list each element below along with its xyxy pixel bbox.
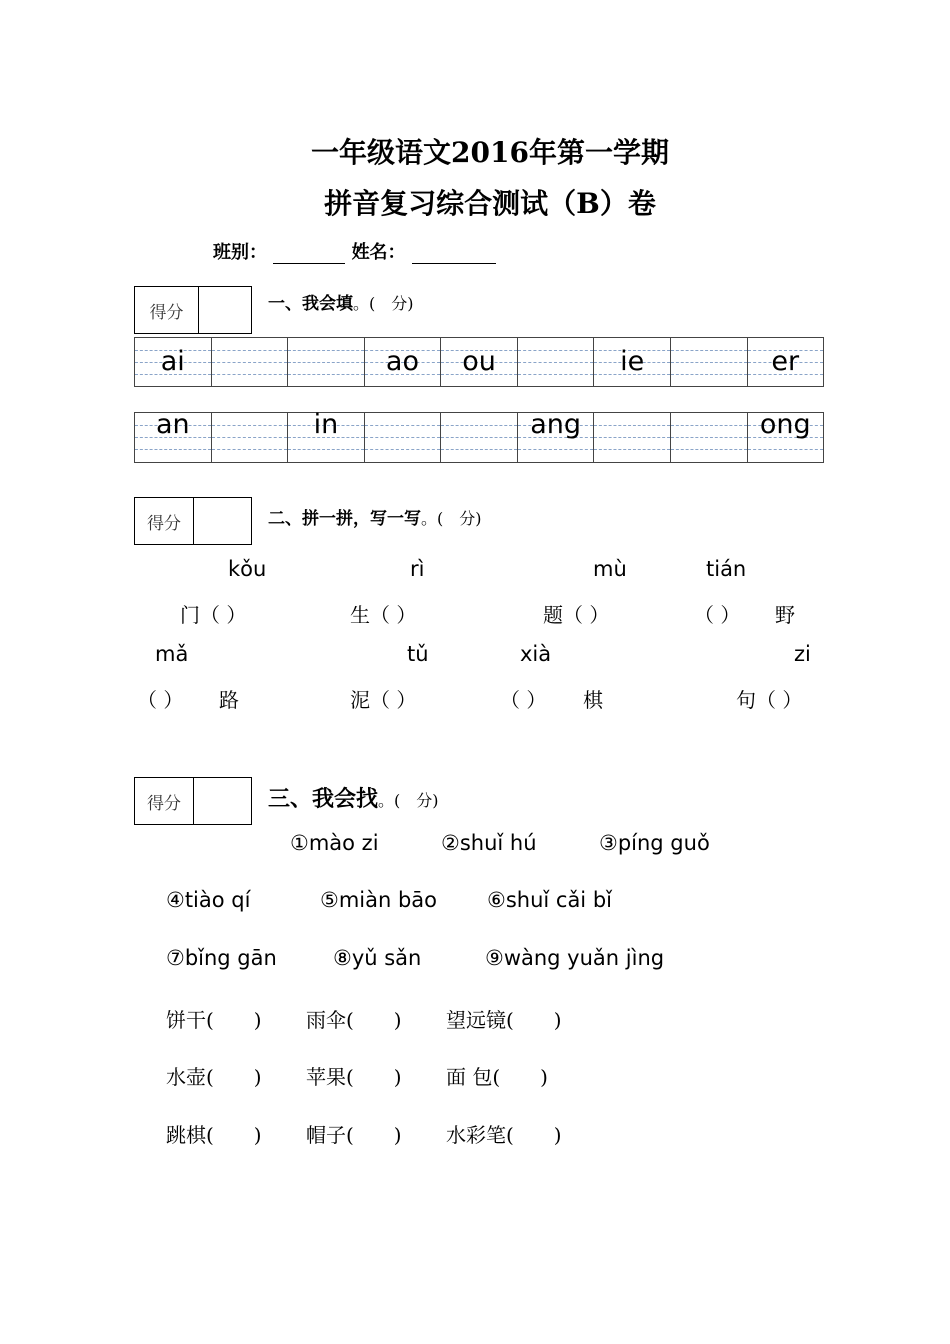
score-field[interactable] bbox=[194, 498, 251, 544]
answer-blank[interactable]: 面 包( ) bbox=[446, 1065, 548, 1089]
char-text: 路 bbox=[219, 688, 239, 712]
option-item: ⑨wàng yuǎn jìng bbox=[485, 946, 665, 970]
name-blank[interactable] bbox=[412, 245, 496, 264]
section2-heading bbox=[268, 504, 482, 529]
pinyin-cell-text: ang bbox=[530, 409, 581, 440]
option-item: ⑦bǐng gān bbox=[166, 946, 277, 970]
answer-blank[interactable]: 帽子( ) bbox=[306, 1123, 402, 1147]
pinyin-word: kǒu bbox=[228, 557, 267, 581]
class-label: 班别： bbox=[213, 242, 267, 263]
score-box-2 bbox=[134, 497, 252, 545]
pinyin-word: rì bbox=[410, 557, 425, 581]
answer-blank[interactable]: 苹果( ) bbox=[306, 1065, 402, 1089]
pinyin-cell[interactable] bbox=[594, 338, 671, 386]
answer-blank[interactable]: 跳棋( ) bbox=[166, 1123, 262, 1147]
char-blank[interactable]: 门（ ） bbox=[180, 603, 247, 627]
answer-blank[interactable]: 饼干( ) bbox=[166, 1008, 262, 1032]
pinyin-cell[interactable] bbox=[135, 338, 212, 386]
pinyin-grid-row1 bbox=[134, 337, 824, 387]
section2-heading-text: 二、拼一拼，写一写 bbox=[268, 509, 421, 529]
pinyin-cell[interactable] bbox=[594, 413, 671, 462]
pinyin-cell[interactable] bbox=[518, 409, 595, 462]
score-label: 得分 bbox=[135, 498, 194, 544]
option-item: ①mào zi bbox=[290, 831, 379, 855]
pinyin-cell[interactable] bbox=[365, 413, 442, 462]
char-blank[interactable]: （ ） bbox=[694, 603, 741, 627]
pinyin-cell[interactable] bbox=[748, 338, 824, 386]
student-info bbox=[213, 238, 496, 264]
pinyin-cell[interactable] bbox=[135, 409, 212, 462]
answer-blank[interactable]: 水壶( ) bbox=[166, 1065, 262, 1089]
option-item: ④tiào qí bbox=[166, 888, 251, 912]
score-label: 得分 bbox=[135, 287, 199, 333]
option-item: ⑧yǔ sǎn bbox=[333, 946, 422, 970]
section3-heading bbox=[268, 782, 439, 813]
pinyin-cell-text: er bbox=[771, 346, 800, 377]
pinyin-cell-text: ou bbox=[462, 346, 496, 377]
pinyin-cell[interactable] bbox=[212, 413, 289, 462]
pinyin-word: mǎ bbox=[155, 642, 189, 666]
char-blank[interactable]: （ ） bbox=[500, 688, 547, 712]
char-blank[interactable]: 生（ ） bbox=[350, 603, 417, 627]
section1-heading-text: 一、我会填 bbox=[268, 294, 353, 314]
char-blank[interactable]: 句（ ） bbox=[736, 688, 803, 712]
pinyin-word: tǔ bbox=[407, 642, 429, 666]
pinyin-cell-text: an bbox=[155, 409, 190, 440]
option-item: ⑥shuǐ cǎi bǐ bbox=[487, 888, 612, 912]
section2-points: 。( 分) bbox=[421, 509, 482, 528]
section3-points: 。( 分) bbox=[378, 791, 439, 810]
pinyin-word: mù bbox=[593, 557, 627, 581]
pinyin-cell-text: ao bbox=[385, 346, 419, 377]
pinyin-cell[interactable] bbox=[441, 413, 518, 462]
answer-blank[interactable]: 雨伞( ) bbox=[306, 1008, 402, 1032]
section3-heading-text: 三、我会找 bbox=[268, 787, 379, 812]
option-item: ②shuǐ hú bbox=[441, 831, 537, 855]
pinyin-cell-text: ie bbox=[620, 346, 645, 377]
pinyin-cell[interactable] bbox=[441, 338, 518, 386]
char-blank[interactable]: 题（ ） bbox=[543, 603, 610, 627]
pinyin-word: xià bbox=[520, 642, 552, 666]
score-label: 得分 bbox=[135, 778, 194, 824]
class-blank[interactable] bbox=[273, 245, 345, 264]
score-box-3 bbox=[134, 777, 252, 825]
pinyin-cell[interactable] bbox=[671, 338, 748, 386]
pinyin-word: tián bbox=[706, 557, 747, 581]
page-subtitle: 拼音复习综合测试（B）卷 bbox=[324, 187, 656, 220]
section1-heading bbox=[268, 289, 414, 314]
option-item: ⑤miàn bāo bbox=[320, 888, 438, 912]
score-box-1 bbox=[134, 286, 252, 334]
pinyin-cell[interactable] bbox=[288, 338, 365, 386]
char-blank[interactable]: 泥（ ） bbox=[350, 688, 417, 712]
pinyin-cell[interactable] bbox=[518, 338, 595, 386]
score-field[interactable] bbox=[199, 287, 251, 333]
section1-points: 。( 分) bbox=[353, 294, 414, 313]
char-text: 野 bbox=[775, 603, 795, 627]
pinyin-cell[interactable] bbox=[212, 338, 289, 386]
char-blank[interactable]: （ ） bbox=[137, 688, 184, 712]
pinyin-word: zi bbox=[794, 642, 811, 666]
answer-blank[interactable]: 望远镜( ) bbox=[446, 1008, 562, 1032]
pinyin-cell-text: in bbox=[313, 409, 339, 440]
score-field[interactable] bbox=[194, 778, 251, 824]
char-text: 棋 bbox=[583, 688, 603, 712]
pinyin-cell[interactable] bbox=[671, 413, 748, 462]
option-item: ③píng guǒ bbox=[599, 831, 710, 855]
pinyin-cell[interactable] bbox=[365, 338, 442, 386]
pinyin-cell-text: ong bbox=[759, 409, 811, 440]
answer-blank[interactable]: 水彩笔( ) bbox=[446, 1123, 562, 1147]
name-label: 姓名： bbox=[351, 242, 406, 263]
pinyin-grid-row2 bbox=[134, 409, 824, 463]
page-title: 一年级语文2016年第一学期 bbox=[311, 136, 669, 169]
pinyin-cell[interactable] bbox=[748, 409, 824, 462]
pinyin-cell[interactable] bbox=[288, 409, 365, 462]
pinyin-cell-text: ai bbox=[160, 346, 185, 377]
